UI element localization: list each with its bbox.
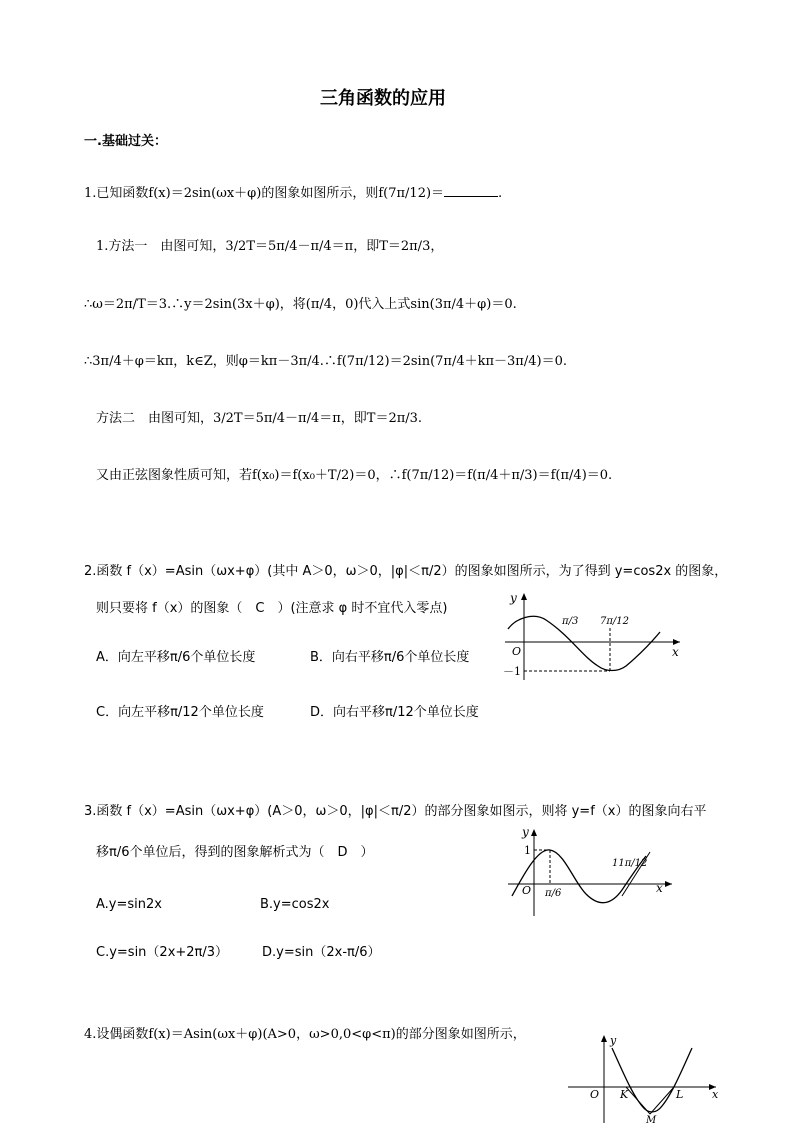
triangle-side-kl <box>626 1087 650 1114</box>
q2-option-d: D．向右平移π/12个单位长度 <box>310 705 479 720</box>
y-axis-label: y <box>510 591 517 605</box>
x-axis-label: x <box>656 881 663 895</box>
tick-11pi-over-12: 11π/12 <box>612 858 648 869</box>
q4-stem: 4.设偶函数f(x)＝Asin(ωx＋φ)(A>0，ω>0,0<φ<π)的部分图象如图所示， <box>84 1027 526 1042</box>
page-title: 三角函数的应用 <box>320 88 446 109</box>
q2-option-b: B．向右平移π/6个单位长度 <box>310 650 470 665</box>
tick-pi-over-6: π/6 <box>545 888 562 899</box>
q3-option-b: B.y=cos2x <box>260 897 330 912</box>
q3-option-a: A.y=sin2x <box>96 897 162 912</box>
y-axis-label: y <box>522 825 529 839</box>
q4-graph <box>566 1030 724 1123</box>
q1-solution-line-5: 又由正弦图象性质可知，若f(x₀)＝f(x₀＋T/2)＝0，∴f(7π/12)＝f(π/4＋π/3)＝f(π/4)＝0. <box>96 468 613 483</box>
q3-graph <box>504 822 684 918</box>
q3-stem-line-1: 3.函数 f（x）=Asin（ωx+φ）(A＞0，ω＞0，|φ|＜π/2）的部分图象如图示，则将 y=f（x）的图象向右平 <box>84 804 707 819</box>
point-l-label: L <box>676 1088 684 1101</box>
q3-option-c: C.y=sin（2x+2π/3） <box>96 945 229 960</box>
x-axis-arrow <box>665 881 672 887</box>
section-heading: 一.基础过关： <box>84 134 167 149</box>
point-m-label: M <box>646 1115 657 1123</box>
origin-label: O <box>522 884 532 897</box>
q2-stem-line-1: 2.函数 f（x）=Asin（ωx+φ）(其中 A＞0，ω＞0，|φ|＜π/2）的图象如图所示，为了得到 y=cos2x 的图象， <box>84 564 728 579</box>
q3-option-d: D.y=sin（2x-π/6） <box>262 945 381 960</box>
origin-label: O <box>512 645 522 658</box>
one-label: 1 <box>524 844 531 857</box>
answer-blank <box>444 184 498 197</box>
sine-curve <box>508 616 660 670</box>
q1-solution-line-1: 1.方法一 由图可知，3/2T＝5π/4－π/4＝π，即T＝2π/3， <box>96 239 444 254</box>
q1-solution-line-4: 方法二 由图可知，3/2T＝5π/4－π/4＝π，即T＝2π/3. <box>96 411 423 426</box>
point-k-label: K <box>620 1088 629 1101</box>
minus-one-label: －1 <box>503 665 521 678</box>
q2-stem-line-2: 则只要将 f（x）的图象（ C ）(注意求 φ 时不宜代入零点) <box>96 601 448 616</box>
q3-stem-line-2: 移π/6个单位后，得到的图象解析式为（ D ） <box>96 845 374 860</box>
q2-graph <box>500 588 690 684</box>
y-axis-label: y <box>610 1034 617 1047</box>
tick-7pi-over-12: 7π/12 <box>600 616 630 627</box>
y-axis-arrow <box>601 1035 607 1042</box>
even-function-curve <box>612 1048 692 1112</box>
q1-stem-tail: . <box>498 186 503 201</box>
q1-stem <box>84 184 502 200</box>
q2-option-c: C．向左平移π/12个单位长度 <box>96 705 264 720</box>
tick-pi-over-3: π/3 <box>562 616 579 627</box>
y-axis-arrow <box>531 829 537 836</box>
x-axis-label: x <box>712 1088 719 1101</box>
q1-stem-text: 1.已知函数f(x)＝2sin(ωx＋φ)的图象如图所示，则f(7π/12)＝ <box>84 186 445 201</box>
triangle-side-ml <box>650 1087 674 1114</box>
q2-option-a: A．向左平移π/6个单位长度 <box>96 650 256 665</box>
x-axis-label: x <box>672 645 679 659</box>
origin-label: O <box>590 1088 600 1101</box>
q1-solution-line-2: ∴ω＝2π/T＝3.∴y＝2sin(3x＋φ)，将(π/4，0)代入上式sin(3π/4＋φ)＝0. <box>84 297 517 312</box>
q1-solution-line-3: ∴3π/4＋φ＝kπ，k∈Z，则φ＝kπ－3π/4.∴f(7π/12)＝2sin(7π/4＋kπ－3π/4)＝0. <box>84 354 567 369</box>
y-axis-arrow <box>521 593 527 600</box>
